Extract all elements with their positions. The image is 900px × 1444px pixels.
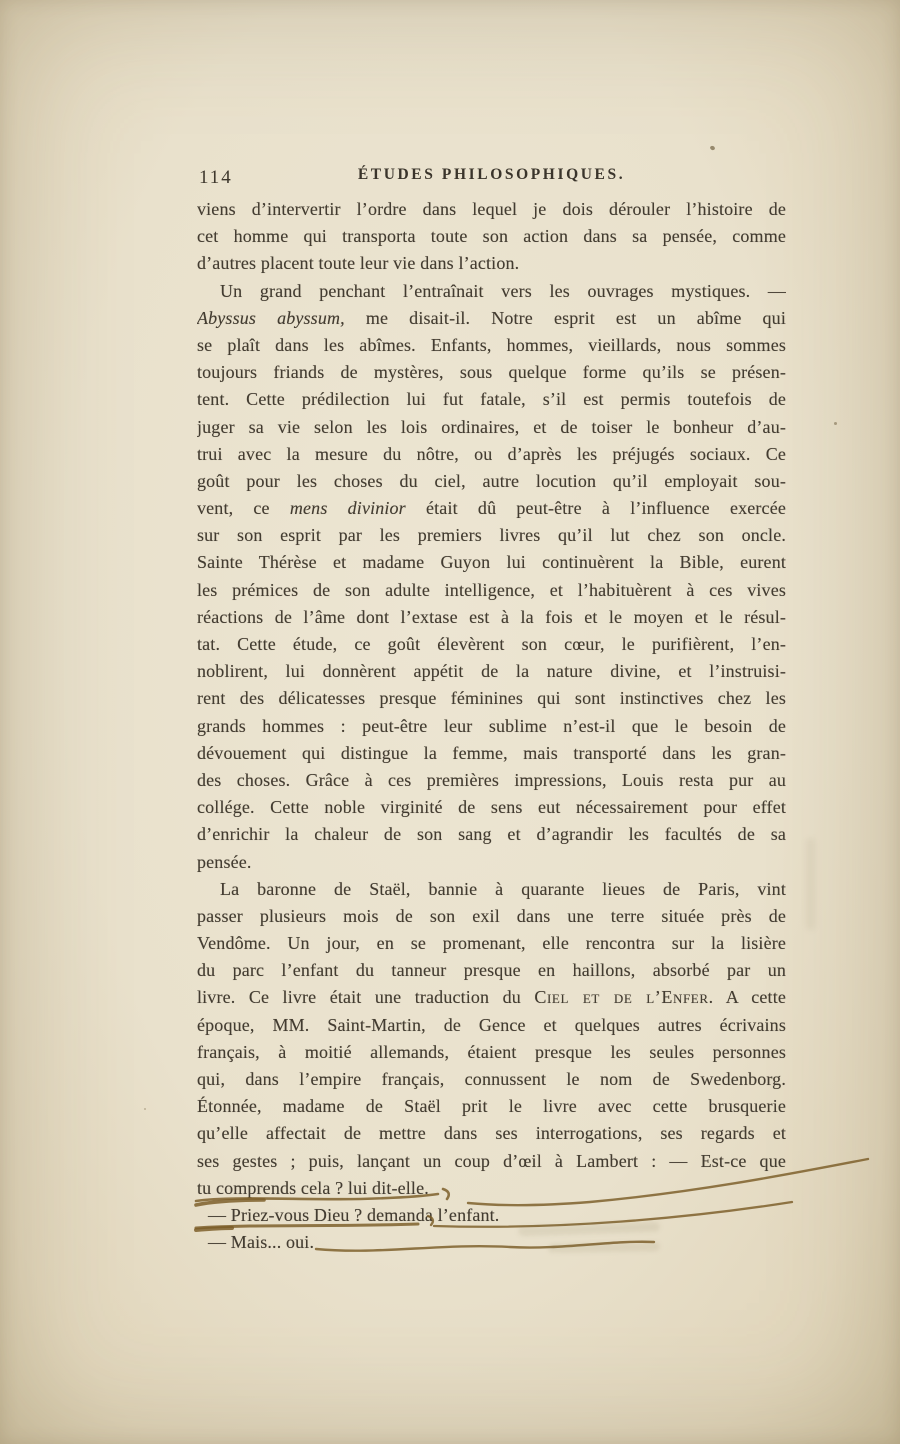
text-line xyxy=(197,577,786,604)
text-segment: — Mais... oui. xyxy=(208,1232,315,1253)
text-line xyxy=(197,604,786,631)
text-line xyxy=(197,631,786,658)
text-segment: d’enrichir la chaleur de son sang et d’agrandir les facultés de sa xyxy=(197,824,786,845)
text-segment: les prémices de son adulte intelligence, et l’habituèrent à ces vives xyxy=(197,579,786,600)
text-line xyxy=(197,1093,786,1120)
text-segment: dévouement qui distingue la femme, mais transporté dans les gran- xyxy=(197,742,786,763)
text-segment: rent des délicatesses presque féminines qui sont instinctives chez les xyxy=(197,688,786,709)
show-through-smudge xyxy=(806,838,815,930)
text-segment: qui, dans l’empire français, connussent le nom de Swedenborg. xyxy=(197,1069,786,1089)
page-header xyxy=(197,166,786,190)
text-line xyxy=(197,658,786,685)
text-line xyxy=(197,713,786,740)
text-segment: trui avec la mesure du nôtre, ou d’après les préjugés sociaux. Ce xyxy=(197,443,786,464)
text-segment: me disait-il. Notre esprit est un abîme qui xyxy=(344,307,786,328)
text-segment: qu’elle affectait de mettre dans ses interrogations, ses regards et xyxy=(197,1123,786,1144)
text-line xyxy=(197,685,786,712)
text-segment: juger sa vie selon les lois ordinaires, et de toiser le bonheur d’au- xyxy=(197,416,786,437)
text-segment: pensée. xyxy=(197,851,252,872)
running-title: ÉTUDES PHILOSOPHIQUES. xyxy=(357,166,626,183)
text-segment: d’autres placent toute leur vie dans l’action. xyxy=(197,253,520,274)
text-line xyxy=(197,1012,786,1039)
text-line xyxy=(197,1175,786,1202)
text-line xyxy=(197,522,786,549)
text-segment: collége. Cette noble virginité de sens eut nécessairement pour effet xyxy=(197,797,786,818)
text-line xyxy=(197,332,786,359)
text-segment: . A cette xyxy=(708,987,786,1008)
text-segment: français, à moitié allemands, étaient presque les seules personnes xyxy=(197,1041,786,1062)
text-segment: noblirent, lui donnèrent appétit de la nature divine, et l’instruisi- xyxy=(197,661,786,682)
text-segment: réactions de l’âme dont l’extase est à la fois et le moyen et le résul- xyxy=(197,606,786,627)
text-line xyxy=(197,740,786,767)
text-segment: se plaît dans les abîmes. Enfants, hommes, vieillards, nous sommes xyxy=(197,334,786,355)
paper-speck xyxy=(834,422,837,425)
text-line xyxy=(197,386,786,413)
text-block xyxy=(197,196,786,1256)
text-segment: Un grand penchant l’entraînait vers les ouvrages mystiques. — xyxy=(220,280,786,301)
text-line xyxy=(197,930,786,957)
text-segment: sur son esprit par les premiers livres qu’il lut chez son oncle. xyxy=(197,525,786,546)
text-line xyxy=(197,876,786,903)
text-line xyxy=(197,903,786,930)
text-segment: ses gestes ; puis, lançant un coup d’œil à Lambert : — Est-ce que xyxy=(197,1150,786,1171)
text-line xyxy=(197,1148,786,1175)
text-segment: cet homme qui transporta toute son action dans sa pensée, comme xyxy=(197,226,786,247)
text-line xyxy=(197,414,786,441)
text-line xyxy=(197,984,786,1011)
text-line xyxy=(197,250,786,277)
text-line xyxy=(197,1120,786,1147)
smallcaps-title: Ciel et de l’Enfer xyxy=(534,987,709,1008)
text-segment: goût pour les choses du ciel, autre locution qu’il employait sou- xyxy=(197,470,786,491)
text-line xyxy=(197,849,786,876)
text-segment: Sainte Thérèse et madame Guyon lui continuèrent la Bible, eurent xyxy=(197,552,786,573)
text-line xyxy=(197,495,786,522)
text-line xyxy=(197,1039,786,1066)
text-line xyxy=(197,305,786,332)
text-segment: — Priez-vous Dieu ? demanda l’enfant. xyxy=(208,1204,500,1225)
text-segment: Étonnée, madame de Staël prit le livre avec cette brusquerie xyxy=(197,1096,786,1117)
text-segment: grands hommes : peut-être leur sublime n’est-il que le besoin de xyxy=(197,715,786,736)
text-line xyxy=(197,549,786,576)
text-segment: viens d’intervertir l’ordre dans lequel je dois dérouler l’histoire de xyxy=(197,199,786,219)
text-segment: tat. Cette étude, ce goût élevèrent son cœur, le purifièrent, l’en- xyxy=(197,634,786,654)
text-segment: passer plusieurs mois de son exil dans une terre située près de xyxy=(197,905,786,926)
paper-speck xyxy=(709,145,715,151)
text-line xyxy=(197,196,786,223)
text-segment: était dû peut-être à l’influence exercée xyxy=(405,498,786,519)
italic-phrase: mens divinior xyxy=(289,498,406,519)
text-segment: livre. Ce livre était une traduction du xyxy=(197,987,535,1008)
text-line xyxy=(197,1229,786,1256)
text-segment: tu comprends cela ? lui dit-elle. xyxy=(197,1177,429,1198)
text-segment: vent, ce xyxy=(197,498,290,519)
text-line xyxy=(197,468,786,495)
text-segment: des choses. Grâce à ces premières impressions, Louis resta pur au xyxy=(197,769,786,790)
text-segment: tent. Cette prédilection lui fut fatale, s’il est permis toutefois de xyxy=(197,389,786,410)
text-line xyxy=(197,359,786,386)
text-line xyxy=(197,1066,786,1093)
text-segment: du parc l’enfant du tanneur presque en haillons, absorbé par un xyxy=(197,960,786,981)
text-line xyxy=(197,278,786,305)
text-segment: Vendôme. Un jour, en se promenant, elle rencontra sur la lisière xyxy=(197,933,786,954)
text-segment: toujours friands de mystères, sous quelque forme qu’ils se présen- xyxy=(197,362,786,383)
text-line xyxy=(197,223,786,250)
text-line xyxy=(197,821,786,848)
text-line xyxy=(197,1202,786,1229)
text-segment: La baronne de Staël, bannie à quarante lieues de Paris, vint xyxy=(220,878,786,899)
text-segment: époque, MM. Saint-Martin, de Gence et quelques autres écrivains xyxy=(197,1014,786,1035)
text-line xyxy=(197,794,786,821)
text-line xyxy=(197,957,786,984)
text-line xyxy=(197,767,786,794)
page-number: 114 xyxy=(199,167,233,188)
text-line xyxy=(197,441,786,468)
italic-phrase: Abyssus abyssum, xyxy=(197,307,345,328)
paper-speck xyxy=(144,1108,146,1110)
